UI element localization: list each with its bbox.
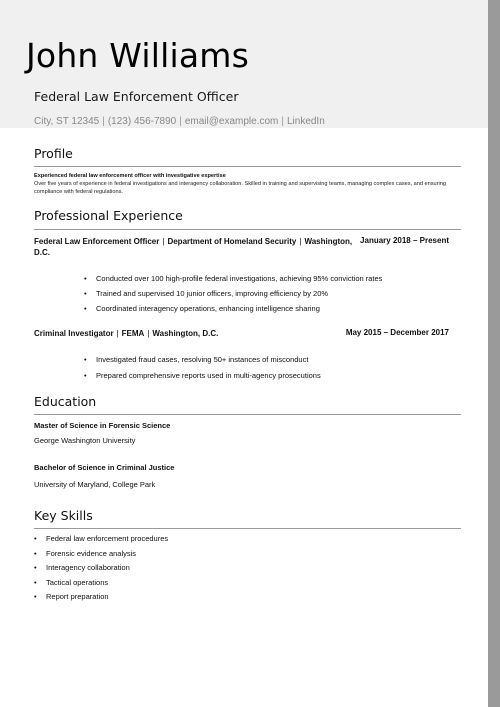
contact-location: City, ST 12345 xyxy=(34,116,100,127)
bullet-text: Conducted over 100 high-profile federal investigations, achieving 95% conviction rates xyxy=(96,274,383,283)
education-school: George Washington University xyxy=(34,436,136,445)
bullet-icon: • xyxy=(34,592,37,601)
experience-divider xyxy=(34,229,461,230)
job-separator: | xyxy=(147,329,150,338)
job-title: Criminal Investigator xyxy=(34,329,114,338)
job-separator: | xyxy=(162,237,165,246)
profile-headline: Experienced federal law enforcement officer with investigative expertise xyxy=(34,173,226,179)
skill-text: Forensic evidence analysis xyxy=(46,548,137,558)
contact-linkedin-link[interactable]: LinkedIn xyxy=(286,116,325,127)
list-item xyxy=(34,592,168,607)
list-item xyxy=(34,563,168,578)
list-item xyxy=(34,548,168,564)
job-location: Washington, D.C. xyxy=(34,237,353,257)
list-item xyxy=(34,577,168,593)
list-item xyxy=(84,289,382,304)
list-item xyxy=(84,304,382,319)
bullet-text: Trained and supervised 10 junior officers, improving efficiency by 20% xyxy=(96,289,329,298)
candidate-title: Federal Law Enforcement Officer xyxy=(34,89,239,104)
profile-summary: Over five years of experience in federal investigations and interagency collaboration. Skilled in training and supervising teams, managing complex cases, and ensuring compliance with federal regulations. xyxy=(34,181,446,195)
profile-heading: Profile xyxy=(34,146,73,161)
contact-separator: | xyxy=(281,116,284,127)
skills-divider xyxy=(34,528,461,529)
bullet-icon: • xyxy=(34,534,37,543)
list-item xyxy=(84,355,321,371)
experience-heading: Professional Experience xyxy=(34,208,183,223)
skills-list xyxy=(34,534,169,607)
candidate-name: John Williams xyxy=(26,36,249,75)
bullet-icon: • xyxy=(34,548,37,558)
bullet-text: Prepared comprehensive reports used in multi-agency prosecutions xyxy=(96,371,321,380)
skill-text: Federal law enforcement procedures xyxy=(46,534,169,543)
education-degree: Master of Science in Forensic Science xyxy=(34,421,171,430)
bullet-icon: • xyxy=(84,289,87,298)
bullet-icon: • xyxy=(84,304,87,313)
job-separator: | xyxy=(299,237,302,246)
contact-email[interactable]: email@example.com xyxy=(184,116,279,127)
job-location: Washington, D.C. xyxy=(152,329,219,338)
job-employer: Department of Homeland Security xyxy=(167,237,297,246)
skill-text: Report preparation xyxy=(46,592,109,601)
contact-separator: | xyxy=(102,116,105,127)
education-school: University of Maryland, College Park xyxy=(34,480,156,489)
skill-text: Tactical operations xyxy=(46,577,109,587)
job-title: Federal Law Enforcement Officer xyxy=(34,237,160,246)
bullet-icon: • xyxy=(34,577,37,587)
bullet-icon: • xyxy=(34,563,37,572)
contact-separator: | xyxy=(179,116,182,127)
job-dates: May 2015 – December 2017 xyxy=(345,328,449,337)
bullet-text: Investigated fraud cases, resolving 50+ instances of misconduct xyxy=(96,355,309,364)
job-separator: | xyxy=(116,329,119,338)
skills-heading: Key Skills xyxy=(34,508,93,523)
bullet-icon: • xyxy=(84,274,87,283)
education-divider xyxy=(34,414,461,415)
education-degree: Bachelor of Science in Criminal Justice xyxy=(34,463,175,472)
list-item xyxy=(34,534,169,549)
job-dates: January 2018 – Present xyxy=(360,236,449,245)
bullet-icon: • xyxy=(84,371,87,380)
job-bullet-list xyxy=(84,274,383,319)
job-header xyxy=(34,328,354,339)
job-bullet-list xyxy=(84,355,321,387)
job-employer: FEMA xyxy=(121,329,145,338)
page-edge-strip xyxy=(488,0,500,707)
contact-phone: (123) 456-7890 xyxy=(107,116,177,127)
list-item xyxy=(84,274,383,289)
list-item xyxy=(84,371,321,387)
bullet-icon: • xyxy=(84,355,87,364)
job-header xyxy=(34,236,354,258)
bullet-text: Coordinated interagency operations, enhancing intelligence sharing xyxy=(96,304,320,313)
education-heading: Education xyxy=(34,394,97,409)
skill-text: Interagency collaboration xyxy=(46,563,130,572)
profile-divider xyxy=(34,166,461,167)
contact-line xyxy=(34,116,325,127)
